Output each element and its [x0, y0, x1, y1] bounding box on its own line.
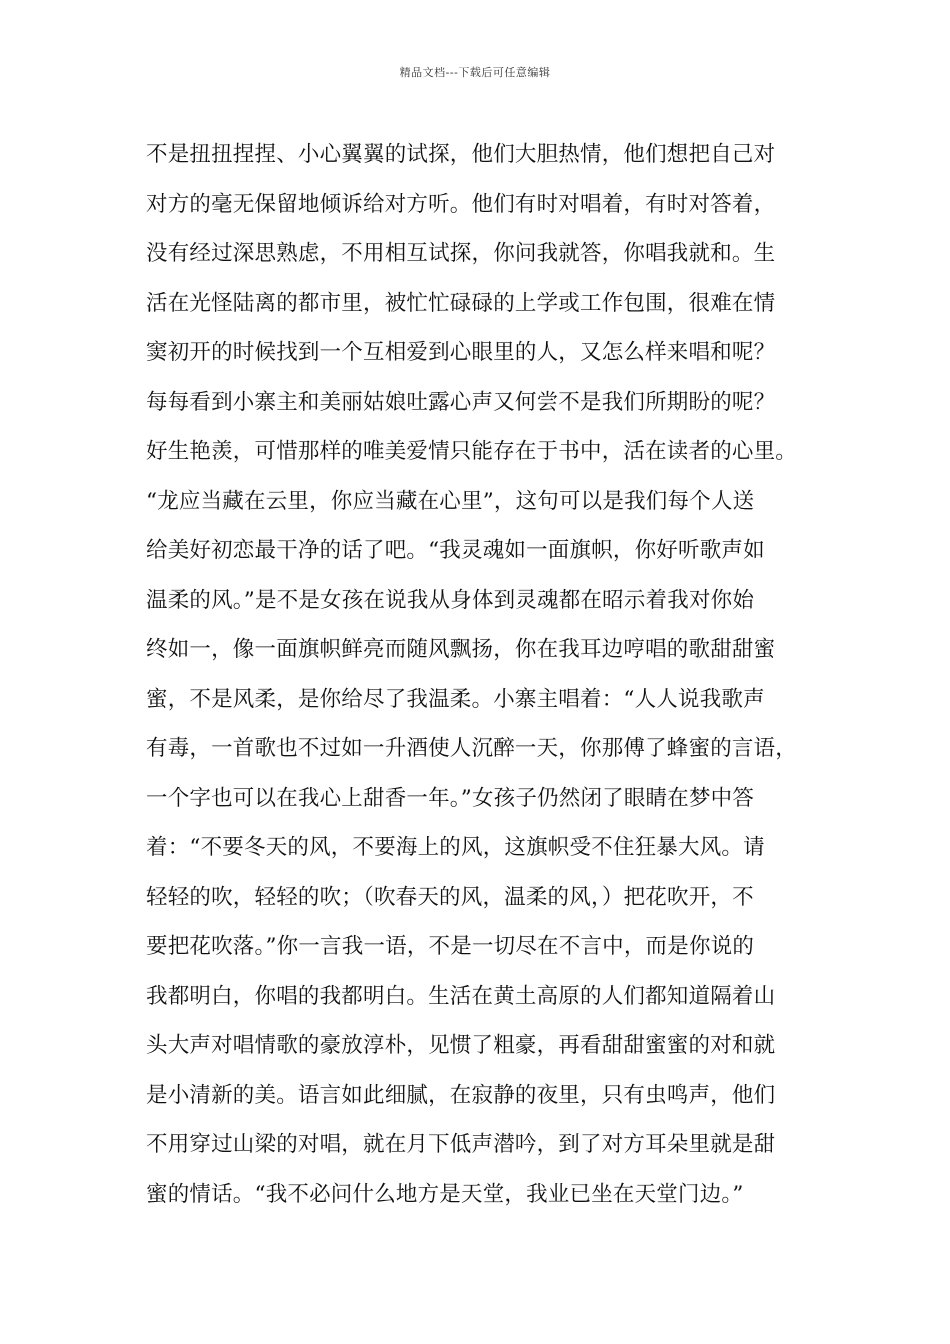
text-line: 我都明白，你唱的我都明白。生活在黄土高原的人们都知道隔着山	[146, 983, 776, 1009]
text-line: 温柔的风。”是不是女孩在说我从身体到灵魂都在昭示着我对你始	[146, 587, 755, 613]
text-line: 有毒，一首歌也不过如一升酒使人沉醉一天，你那傅了蜂蜜的言语，	[146, 736, 798, 761]
text-line: 每每看到小寨主和美丽姑娘吐露心声又何尝不是我们所期盼的呢？	[146, 389, 776, 415]
text-line: 不用穿过山梁的对唱，就在月下低声潜吟，到了对方耳朵里就是甜	[146, 1132, 776, 1157]
text-line: 好生艳羡，可惜那样的唯美爱情只能存在于书中，活在读者的心里。	[146, 439, 798, 464]
text-line: 着：“不要冬天的风，不要海上的风，这旗帜受不住狂暴大风。请	[146, 835, 765, 860]
text-line: 给美好初恋最干净的话了吧。“我灵魂如一面旗帜，你好听歌声如	[146, 538, 765, 563]
text-line: 窦初开的时候找到一个互相爱到心眼里的人，又怎么样来唱和呢？	[146, 340, 776, 365]
text-line: 头大声对唱情歌的豪放淳朴，见惯了粗豪，再看甜甜蜜蜜的对和就	[146, 1033, 776, 1058]
text-line: 轻轻的吹，轻轻的吹；（吹春天的风，温柔的风，）把花吹开，不	[146, 884, 754, 910]
text-line: 对方的毫无保留地倾诉给对方听。他们有时对唱着，有时对答着，	[146, 191, 776, 217]
body-text	[146, 130, 826, 1219]
page-header: 精品文档---下载后可任意编辑	[399, 66, 551, 79]
text-line: “龙应当藏在云里，你应当藏在心里”，这句可以是我们每个人送	[146, 488, 755, 514]
text-line: 蜜的情话。“我不必问什么地方是天堂，我业已坐在天堂门边。”	[146, 1181, 744, 1207]
text-line: 是小清新的美。语言如此细腻，在寂静的夜里，只有虫鸣声，他们	[146, 1082, 776, 1108]
text-line: 一个字也可以在我心上甜香一年。”女孩子仍然闭了眼睛在梦中答	[146, 785, 755, 811]
text-line: 活在光怪陆离的都市里，被忙忙碌碌的上学或工作包围，很难在情	[146, 290, 776, 316]
text-line: 不是扭扭捏捏、小心翼翼的试探，他们大胆热情，他们想把自己对	[146, 142, 776, 167]
text-line: 要把花吹落。”你一言我一语，不是一切尽在不言中，而是你说的	[146, 934, 755, 959]
text-line: 终如一，像一面旗帜鲜亮而随风飘扬，你在我耳边哼唱的歌甜甜蜜	[146, 637, 776, 662]
text-line: 没有经过深思熟虑，不用相互试探，你问我就答，你唱我就和。生	[146, 241, 776, 266]
text-line: 蜜，不是风柔，是你给尽了我温柔。小寨主唱着：“人人说我歌声	[146, 686, 765, 712]
